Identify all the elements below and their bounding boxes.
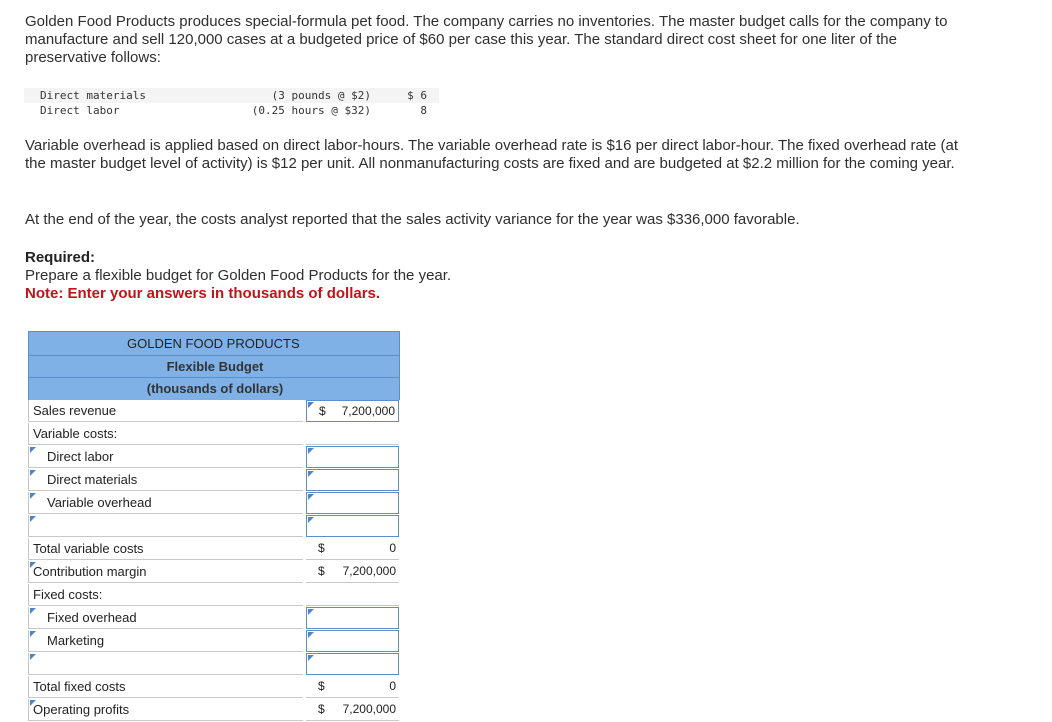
- row-direct-labor: [28, 446, 400, 469]
- input-marker-icon: [308, 471, 314, 477]
- fixed-overhead-label-input[interactable]: [28, 607, 303, 629]
- required-section: [25, 249, 975, 303]
- blank-variable-label-input[interactable]: [28, 515, 303, 537]
- required-note: Note: Enter your answers in thousands of dollars.: [25, 285, 381, 302]
- required-heading: Required:: [25, 249, 96, 266]
- row-blank-fixed: [28, 653, 400, 676]
- cost-detail: (0.25 hours @ $32): [251, 104, 371, 117]
- input-marker-icon: [308, 448, 314, 454]
- dollar-sign: $: [319, 404, 326, 418]
- input-marker-icon: [308, 494, 314, 500]
- row-direct-materials: [28, 469, 400, 492]
- row-blank-variable: [28, 515, 400, 538]
- row-label: Marketing: [47, 633, 105, 648]
- budget-company-title: GOLDEN FOOD PRODUCTS: [127, 336, 300, 351]
- contribution-margin-label-input[interactable]: [28, 561, 303, 583]
- total-variable-cell: [306, 538, 399, 560]
- input-marker-icon: [30, 631, 36, 637]
- blank-variable-input[interactable]: [306, 515, 399, 537]
- input-marker-icon: [30, 562, 36, 568]
- budget-header: [28, 331, 400, 400]
- row-label: Direct materials: [47, 472, 138, 487]
- row-fixed-costs: [28, 584, 400, 607]
- cost-detail: (3 pounds @ $2): [271, 89, 371, 102]
- input-marker-icon: [308, 655, 314, 661]
- input-marker-icon: [30, 700, 36, 706]
- total-fixed-cell: [306, 676, 399, 698]
- input-marker-icon: [30, 654, 36, 660]
- input-marker-icon: [30, 493, 36, 499]
- cell-value: 7,200,000: [341, 404, 395, 418]
- row-label: Direct labor: [47, 449, 114, 464]
- input-marker-icon: [308, 609, 314, 615]
- row-label: Operating profits: [33, 702, 130, 717]
- blank-fixed-label-input[interactable]: [28, 653, 303, 675]
- variable-overhead-label-input[interactable]: [28, 492, 303, 514]
- row-label: Variable costs:: [28, 423, 303, 445]
- row-label: Fixed overhead: [47, 610, 137, 625]
- budget-subtitle: Flexible Budget: [166, 359, 264, 374]
- direct-labor-input[interactable]: [306, 446, 399, 468]
- row-label: Variable overhead: [47, 495, 152, 510]
- row-sales-revenue: [28, 400, 400, 423]
- cell-value: 0: [389, 541, 396, 555]
- input-marker-icon: [308, 632, 314, 638]
- fixed-overhead-input[interactable]: [306, 607, 399, 629]
- cost-amount: 8: [420, 104, 427, 117]
- row-fixed-overhead: [28, 607, 400, 630]
- cell-value: 7,200,000: [342, 702, 396, 716]
- row-operating-profits: [28, 699, 400, 722]
- required-instruction: Prepare a flexible budget for Golden Food Products for the year.: [25, 267, 452, 284]
- input-marker-icon: [30, 447, 36, 453]
- row-label: Total fixed costs: [28, 676, 303, 698]
- input-marker-icon: [30, 516, 36, 522]
- contribution-margin-cell: [306, 561, 399, 583]
- row-variable-overhead: [28, 492, 400, 515]
- direct-materials-input[interactable]: [306, 469, 399, 491]
- marketing-label-input[interactable]: [28, 630, 303, 652]
- overhead-paragraph: Variable overhead is applied based on direct labor-hours. The variable overhead rate is $16 per direct labor-hour. The fixed overhead rate (at the master budget level of activity) is $12 per unit. All nonmanufacturing costs are fixed and are budgeted at $2.2 million for the coming year.: [25, 137, 959, 172]
- blank-fixed-input[interactable]: [306, 653, 399, 675]
- dollar-sign: $: [318, 541, 325, 555]
- dollar-sign: $: [318, 679, 325, 693]
- variance-paragraph: At the end of the year, the costs analyst reported that the sales activity variance for the year was $336,000 favorable.: [25, 211, 800, 228]
- row-contribution-margin: [28, 561, 400, 584]
- empty-cell: [306, 423, 399, 445]
- budget-units: (thousands of dollars): [146, 381, 284, 396]
- cell-value: 7,200,000: [342, 564, 396, 578]
- row-label: Total variable costs: [28, 538, 303, 560]
- variable-overhead-input[interactable]: [306, 492, 399, 514]
- row-marketing: [28, 630, 400, 653]
- input-marker-icon: [30, 608, 36, 614]
- input-marker-icon: [308, 517, 314, 523]
- row-total-variable-costs: [28, 538, 400, 561]
- row-total-fixed-costs: [28, 676, 400, 699]
- sales-revenue-input[interactable]: [306, 400, 399, 422]
- row-label: Fixed costs:: [28, 584, 303, 606]
- row-label: Sales revenue: [28, 400, 303, 422]
- cost-label: Direct materials: [40, 89, 146, 102]
- cell-value: 0: [389, 679, 396, 693]
- dollar-sign: $: [318, 564, 325, 578]
- cost-row-direct-materials: [24, 88, 439, 103]
- empty-cell: [306, 584, 399, 606]
- input-marker-icon: [30, 470, 36, 476]
- intro-paragraph: Golden Food Products produces special-formula pet food. The company carries no inventories. The master budget calls for the company to manufacture and sell 120,000 cases at a budgeted price of $60 per case this year. The standard direct cost sheet for one liter of the preservative follows:: [25, 13, 948, 66]
- row-variable-costs: [28, 423, 400, 446]
- cost-row-direct-labor: [24, 103, 439, 118]
- input-marker-icon: [308, 402, 314, 408]
- cost-label: Direct labor: [40, 104, 120, 117]
- row-label: Contribution margin: [33, 564, 147, 579]
- direct-materials-label-input[interactable]: [28, 469, 303, 491]
- direct-labor-label-input[interactable]: [28, 446, 303, 468]
- flexible-budget-table: [28, 331, 400, 722]
- dollar-sign: $: [318, 702, 325, 716]
- cost-amount: $ 6: [407, 89, 427, 102]
- marketing-input[interactable]: [306, 630, 399, 652]
- standard-cost-sheet: [24, 88, 439, 118]
